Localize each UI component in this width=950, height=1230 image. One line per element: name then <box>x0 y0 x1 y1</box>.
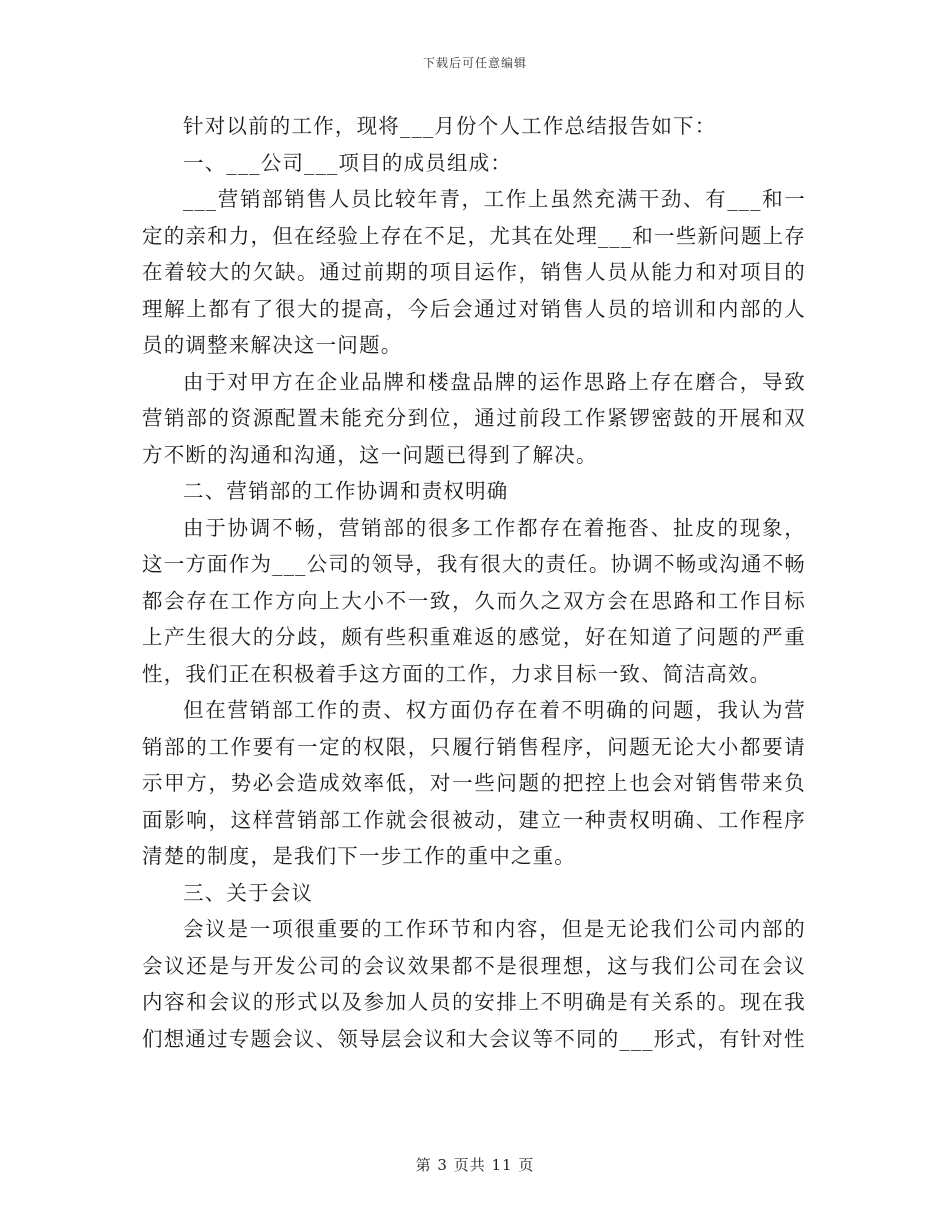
section-heading-2: 二、营销部的工作协调和责权明确 <box>183 479 509 503</box>
document-body <box>142 108 806 1057</box>
body-paragraph: ___营销部销售人员比较年青，工作上虽然充满干劲、有___和一定的亲和力，但在经验上存在不足，尤其在处理___和一些新问题上存在着较大的欠缺。通过前期的项目运作，销售人员从能力和对项目的理解上都有了很大的提高，今后会通过对销售人员的培训和内部的人员的调整来解决这一问题。 <box>142 187 806 357</box>
body-paragraph: 由于对甲方在企业品牌和楼盘品牌的运作思路上存在磨合，导致营销部的资源配置未能充分到位，通过前段工作紧锣密鼓的开展和双方不断的沟通和沟通，这一问题已得到了解决。 <box>142 369 806 467</box>
section-heading-1: 一、___公司___项目的成员组成： <box>183 150 513 175</box>
page-header: 下载后可任意编辑 <box>422 56 527 70</box>
body-paragraph: 但在营销部工作的责、权方面仍存在着不明确的问题，我认为营销部的工作要有一定的权限，只履行销售程序，问题无论大小都要请示甲方，势必会造成效率低，对一些问题的把控上也会对销售带来负面影响，这样营销部工作就会很被动，建立一种责权明确、工作程序清楚的制度，是我们下一步工作的重中之重。 <box>142 698 806 868</box>
intro-paragraph: 针对以前的工作，现将___月份个人工作总结报告如下： <box>183 114 717 138</box>
page-number-footer: 第 3 页共 11 页 <box>415 1156 535 1174</box>
body-paragraph: 由于协调不畅，营销部的很多工作都存在着拖沓、扯皮的现象，这一方面作为___公司的领导，我有很大的责任。协调不畅或沟通不畅都会存在工作方向上大小不一致，久而久之双方会在思路和工作目标上产生很大的分歧，颇有些积重难返的感觉，好在知道了问题的严重性，我们正在积极着手这方面的工作，力求目标一致、简洁高效。 <box>142 515 806 686</box>
body-paragraph: 会议是一项很重要的工作环节和内容，但是无论我们公司内部的会议还是与开发公司的会议效果都不是很理想，这与我们公司在会议内容和会议的形式以及参加人员的安排上不明确是有关系的。现在我们想通过专题会议、领导层会议和大会议等不同的___形式，有针对性 <box>142 917 806 1051</box>
section-heading-3: 三、关于会议 <box>183 880 314 905</box>
